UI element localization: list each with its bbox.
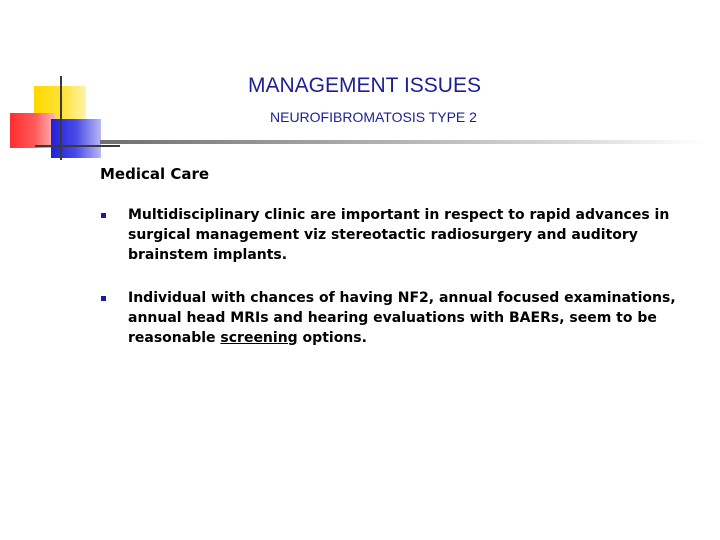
slide-title: MANAGEMENT ISSUES bbox=[248, 74, 481, 97]
bullet-list bbox=[100, 205, 700, 348]
title-divider-rule bbox=[100, 140, 705, 144]
slide-body bbox=[100, 165, 700, 371]
screening-link[interactable]: screening bbox=[220, 330, 298, 346]
bullet-item-screening bbox=[100, 288, 700, 348]
bullet-item-multidisciplinary-clinic bbox=[100, 205, 700, 265]
bullet-text-before: Individual with chances of having NF2, annual focused examinations, annual head MRIs and hearing evaluations with BAERs, seem to be reasonable bbox=[128, 290, 676, 346]
bullet-text: Multidisciplinary clinic are important in respect to rapid advances in surgical management viz stereotactic radiosurgery and auditory brainstem implants. bbox=[128, 207, 670, 263]
bullet-square-icon bbox=[101, 213, 106, 218]
decorative-horizontal-line bbox=[35, 145, 120, 147]
decorative-vertical-line bbox=[60, 76, 62, 160]
slide-subtitle: NEUROFIBROMATOSIS TYPE 2 bbox=[270, 109, 477, 125]
decorative-red-square bbox=[10, 113, 55, 148]
bullet-square-icon bbox=[101, 296, 106, 301]
section-heading: Medical Care bbox=[100, 165, 210, 183]
bullet-text-after: options. bbox=[297, 330, 367, 346]
decorative-blue-square bbox=[51, 119, 101, 158]
